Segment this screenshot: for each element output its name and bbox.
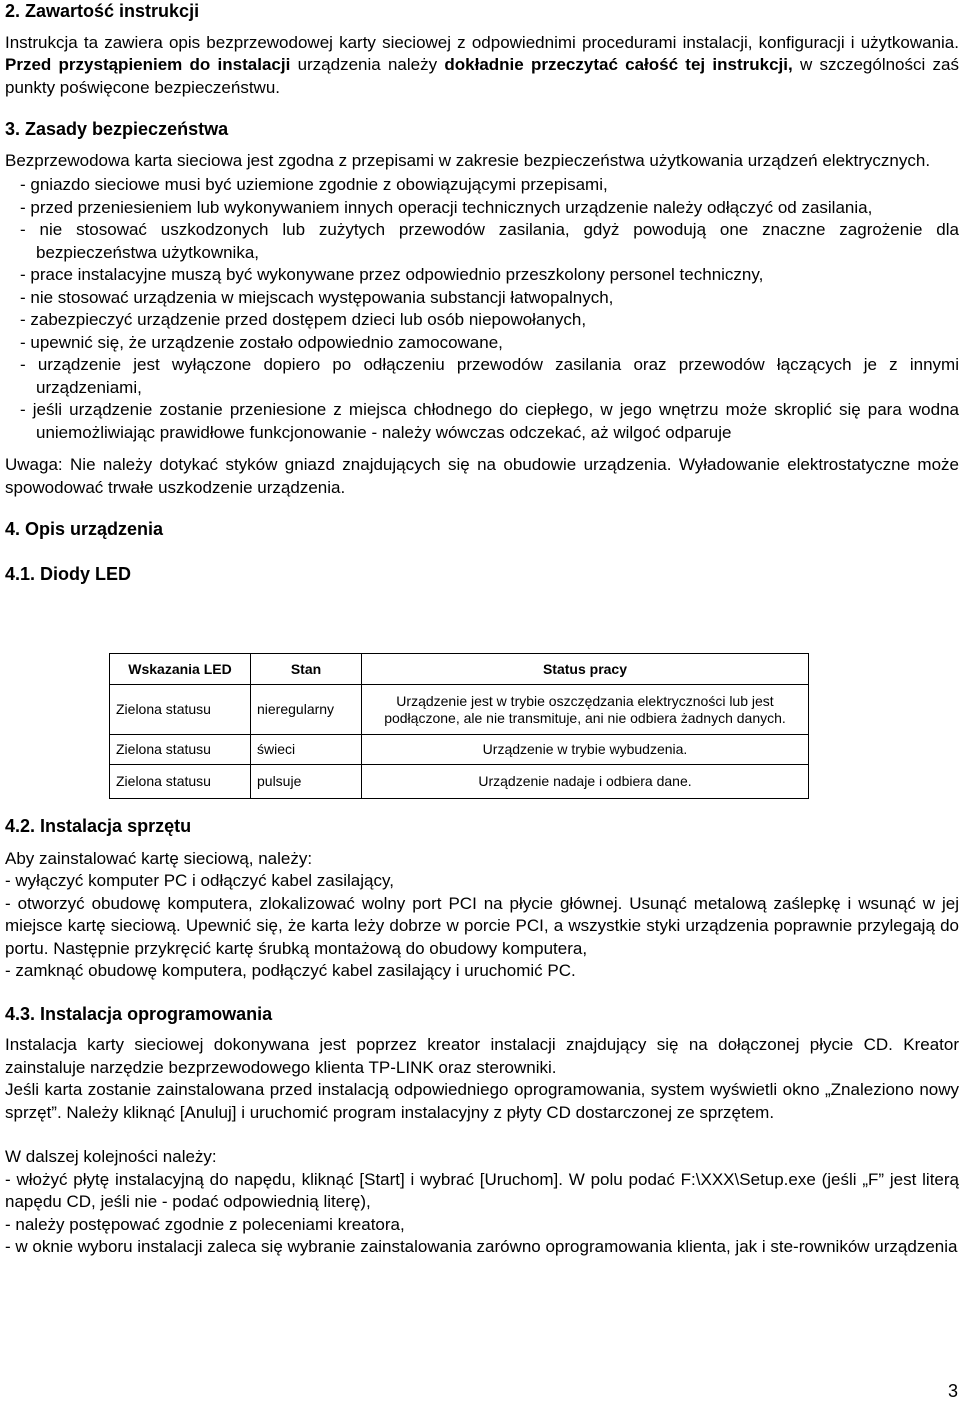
s2-text-3: w szczególności zaś punkty poświęcone bezpieczeństwu.: [5, 55, 959, 97]
led-table: [109, 653, 809, 799]
section-2-paragraph: [5, 32, 959, 100]
list-item: - gniazdo sieciowe musi być uziemione zgodnie z obowiązującymi przepisami,: [20, 175, 608, 194]
list-item: - w oknie wyboru instalacji zaleca się wybranie zainstalowania zarówno oprogramowania klienta, jak i ste-rowników urządzenia: [5, 1237, 958, 1256]
list-item: - należy postępować zgodnie z poleceniami kreatora,: [5, 1214, 405, 1234]
section-4-3-paragraph-1: Instalacja karty sieciowej dokonywana jest poprzez kreator instalacji znajdujący się na dołączonej płycie CD. Kreator zainstaluje narzędzie bezprzewodowego klienta TP-LINK oraz sterowniki.: [5, 1035, 959, 1077]
table-cell: pulsuje: [251, 765, 362, 799]
table-cell: Urządzenie nadaje i odbiera dane.: [362, 765, 809, 799]
list-item: - otworzyć obudowę komputera, zlokalizować wolny port PCI na płycie głównej. Usunąć metalową zaślepkę i wsunąć w jej miejsce kartę sieciową. Upewnić się, że karta leży dobrze w porcie PCI, a wszystkie styki urządzenia poprawnie przylegają do portu. Następnie przykręcić kartę śrubką montażową do obudowy komputera,: [5, 893, 959, 958]
section-4-3-paragraph-3: W dalszej kolejności należy:: [5, 1147, 217, 1166]
table-cell: nieregularny: [251, 685, 362, 735]
section-3-intro: Bezprzewodowa karta sieciowa jest zgodna z przepisami w zakresie bezpieczeństwa użytkowania urządzeń elektrycznych.: [5, 150, 931, 170]
section-4-3-heading: 4.3. Instalacja oprogramowania: [5, 1003, 273, 1024]
table-cell: Zielona statusu: [110, 685, 251, 735]
table-cell: Zielona statusu: [110, 735, 251, 765]
table-header: Stan: [251, 654, 362, 685]
list-item: - jeśli urządzenie zostanie przeniesione z miejsca chłodnego do ciepłego, w jego wnętrzu może skroplić się para wodna uniemożliwiając prawidłowe funkcjonowanie - należy wówczas odczekać, aż wilgoć odparuje: [20, 400, 959, 442]
section-4-heading: 4. Opis urządzenia: [5, 519, 164, 539]
hardware-steps: [5, 870, 959, 983]
document-page: [5, 0, 959, 585]
s2-bold-1: Przed przystąpieniem do instalacji: [5, 55, 291, 74]
table-row: [110, 765, 809, 799]
list-item: - zamknąć obudowę komputera, podłączyć kabel zasilający i uruchomić PC.: [5, 961, 576, 980]
warning-paragraph: Uwaga: Nie należy dotykać styków gniazd znajdujących się na obudowie urządzenia. Wyładowanie elektrostatyczne może spowodować trwałe uszkodzenie urządzenia.: [5, 455, 959, 497]
table-cell: Zielona statusu: [110, 765, 251, 799]
table-header-row: [110, 654, 809, 685]
document-page-lower: [5, 815, 959, 1259]
list-item: - wyłączyć komputer PC i odłączyć kabel zasilający,: [5, 871, 394, 890]
section-4-3-paragraph-2: Jeśli karta zostanie zainstalowana przed instalacją odpowiedniego oprogramowania, system wyświetli okno „Znaleziono nowy sprzęt”. Należy kliknąć [Anuluj] i uruchomić program instalacyjny z płyty CD dostarczonej ze sprzętem.: [5, 1080, 959, 1122]
table-header: Status pracy: [362, 654, 809, 685]
s2-text-1: Instrukcja ta zawiera opis bezprzewodowej karty sieciowej z odpowiednimi procedurami instalacji, konfiguracji i użytkowania.: [5, 32, 959, 52]
section-2-heading: 2. Zawartość instrukcji: [5, 1, 200, 21]
table-row: [110, 735, 809, 765]
list-item: - nie stosować urządzenia w miejscach występowania substancji łatwopalnych,: [20, 287, 614, 307]
table-header: Wskazania LED: [110, 654, 251, 685]
table-cell: Urządzenie w trybie wybudzenia.: [362, 735, 809, 765]
section-4-1-heading: 4.1. Diody LED: [5, 563, 132, 584]
section-4-2-intro: Aby zainstalować kartę sieciową, należy:: [5, 848, 313, 868]
software-steps: [5, 1169, 959, 1259]
list-item: - zabezpieczyć urządzenie przed dostępem dzieci lub osób niepowołanych,: [20, 310, 587, 329]
page-number: 3: [947, 1381, 958, 1401]
list-item: - przed przeniesieniem lub wykonywaniem innych operacji technicznych urządzenie należy odłączyć od zasilania,: [20, 197, 873, 217]
list-item: - włożyć płytę instalacyjną do napędu, kliknąć [Start] i wybrać [Uruchom]. W polu podać F:\XXX\Setup.exe (jeśli „F” jest literą napędu CD, jeśli nie - podać odpowiednią literę),: [5, 1169, 959, 1211]
list-item: - nie stosować uszkodzonych lub zużytych przewodów zasilania, gdyż powodują one znaczne zagrożenie dla bezpieczeństwa użytkownika,: [20, 220, 959, 262]
table-cell: świeci: [251, 735, 362, 765]
s2-bold-2: dokładnie przeczytać całość tej instrukcji,: [444, 55, 793, 74]
table-cell: Urządzenie jest w trybie oszczędzania elektryczności lub jest podłączone, ale nie transmituje, ani nie odbiera żadnych danych.: [362, 685, 809, 735]
list-item: - upewnić się, że urządzenie zostało odpowiednio zamocowane,: [20, 332, 503, 352]
list-item: - prace instalacyjne muszą być wykonywane przez odpowiednio przeszkolony personel techniczny,: [20, 265, 764, 284]
section-4-2-heading: 4.2. Instalacja sprzętu: [5, 816, 192, 836]
list-item: - urządzenie jest wyłączone dopiero po odłączeniu przewodów zasilania oraz przewodów łączących je z innymi urządzeniami,: [20, 355, 959, 397]
table-row: [110, 685, 809, 735]
section-3-heading: 3. Zasady bezpieczeństwa: [5, 119, 229, 139]
safety-list: [5, 174, 959, 444]
s2-text-2: urządzenia należy: [297, 55, 438, 74]
